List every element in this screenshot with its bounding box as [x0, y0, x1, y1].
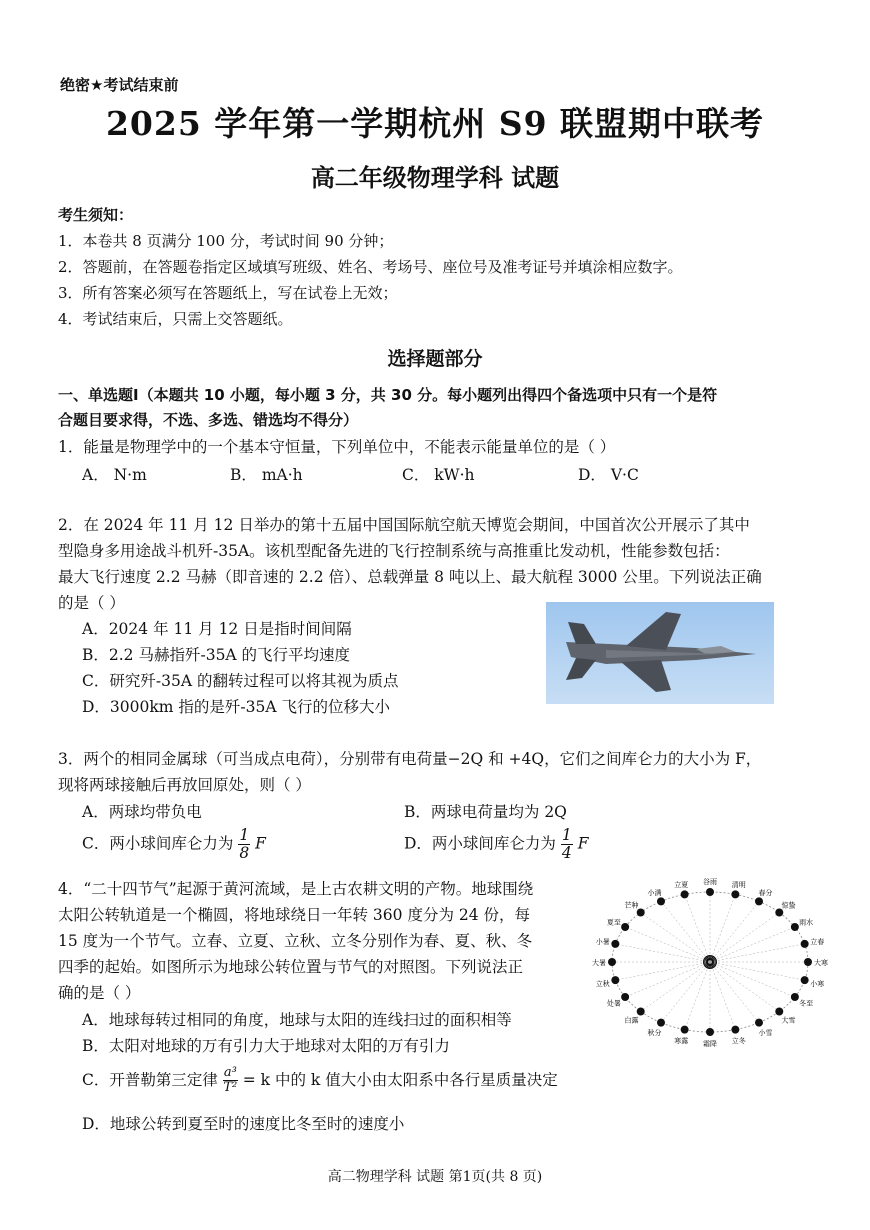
solar-term-label: 冬至 [799, 999, 814, 1008]
question-2-stem: 最大飞行速度 2.2 马赫（即音速的 2.2 倍）、总载弹量 8 吨以上、最大航程 3000 公里。下列说法正确 [58, 568, 762, 586]
exam-subtitle: 高二年级物理学科 试题 [310, 164, 560, 192]
q1-option-a: A． N·m [82, 466, 147, 484]
solar-term-label: 立春 [810, 938, 825, 947]
fraction [223, 1066, 238, 1096]
earth-position-dot [621, 923, 629, 931]
earth-position-dot [755, 897, 763, 905]
earth-position-dot [791, 923, 799, 931]
option-text: C．开普勒第三定律 [82, 1070, 218, 1089]
numerator: 1 [561, 826, 572, 844]
earth-position-dot [801, 976, 809, 984]
numerator: a³ [223, 1065, 237, 1080]
question-1-stem: 1．能量是物理学中的一个基本守恒量，下列单位中，不能表示能量单位的是（ ） [58, 438, 616, 456]
radial-line [710, 962, 779, 1011]
question-2-stem: 的是（ ） [58, 594, 125, 612]
earth-position-dot [657, 897, 665, 905]
radial-line [710, 913, 779, 962]
q1-option-d: D． V·C [578, 466, 639, 484]
solar-term-label: 寒露 [674, 1037, 689, 1046]
denominator: T² [223, 1080, 238, 1096]
q3-option-d [404, 827, 588, 862]
solar-term-label: 立秋 [595, 979, 610, 988]
earth-position-dot [657, 1019, 665, 1027]
radial-line [625, 962, 710, 997]
q1-option-c: C． kW·h [402, 466, 475, 484]
q2-option-d: D．3000km 指的是歼-35A 飞行的位移大小 [82, 698, 390, 716]
numerator: 1 [239, 826, 250, 844]
question-3-stem: 3．两个的相同金属球（可当成点电荷），分别带有电荷量−2Q 和 +4Q，它们之间库仑力的大小为 F， [58, 750, 762, 768]
solar-term-label: 立夏 [674, 880, 689, 889]
radial-line [710, 962, 795, 997]
solar-term-label: 小寒 [810, 979, 825, 988]
question-4-stem: 确的是（ ） [58, 984, 141, 1002]
force-symbol: F [577, 834, 589, 853]
solar-term-label: 惊蛰 [781, 901, 796, 910]
solar-term-label: 秋分 [647, 1029, 662, 1038]
solar-term-label: 大寒 [814, 959, 828, 967]
option-text: = k 中的 k 值大小由太阳系中各行星质量决定 [242, 1070, 558, 1089]
radial-line [685, 962, 710, 1030]
radial-line [641, 913, 710, 962]
q1-option-b: B． mA·h [230, 466, 303, 484]
earth-position-dot [791, 993, 799, 1001]
solar-term-label: 春分 [758, 888, 773, 897]
denominator: 8 [239, 844, 250, 863]
earth-position-dot [608, 958, 616, 966]
notice-heading: 考生须知： [58, 206, 134, 224]
solar-terms-orbit-diagram [590, 876, 826, 1048]
q4-option-c [82, 1066, 558, 1096]
radial-line [710, 962, 759, 1023]
solar-term-label: 雨水 [799, 918, 814, 927]
solar-term-label: 处暑 [606, 999, 621, 1008]
notice-item: 2．答题前，在答题卷指定区域填写班级、姓名、考场号、座位号及准考证号并填涂相应数字。 [58, 258, 683, 276]
question-2-stem: 2．在 2024 年 11 月 12 日举办的第十五届中国国际航空航天博览会期间，中国首次公开展示了其中 [58, 516, 750, 534]
solar-term-label: 白露 [624, 1016, 639, 1025]
q2-option-c: C．研究歼-35A 的翻转过程可以将其视为质点 [82, 672, 399, 690]
solar-term-label: 夏至 [606, 918, 621, 927]
radial-line [661, 962, 710, 1023]
q4-option-d: D．地球公转到夏至时的速度比冬至时的速度小 [82, 1115, 405, 1133]
earth-position-dot [611, 940, 619, 948]
radial-line [641, 962, 710, 1011]
fraction [561, 827, 573, 862]
question-4-stem: 四季的起始。如图所示为地球公转位置与节气的对照图。下列说法正 [58, 958, 524, 976]
solar-term-label: 芒种 [624, 901, 639, 910]
radial-line [685, 894, 710, 962]
q4-option-a: A．地球每转过相同的角度，地球与太阳的连线扫过的面积相等 [82, 1011, 512, 1029]
solar-term-label: 小暑 [595, 938, 610, 947]
q3-option-b: B．两球电荷量均为 2Q [404, 803, 567, 821]
question-4-stem: 太阳公转轨道是一个椭圆，将地球绕日一年转 360 度分为 24 份，每 [58, 906, 531, 924]
notice-item: 4．考试结束后，只需上交答题纸。 [58, 310, 293, 328]
page-footer: 高二物理学科 试题 第1页(共 8 页) [327, 1169, 543, 1185]
earth-position-dot [611, 976, 619, 984]
earth-position-dot [706, 1028, 714, 1036]
solar-term-label: 清明 [731, 880, 746, 889]
solar-term-label: 霜降 [703, 1040, 717, 1048]
option-text: D．两小球间库仑力为 [404, 834, 556, 853]
denominator: 4 [561, 844, 572, 863]
q3-option-a: A．两球均带负电 [82, 803, 202, 821]
solar-term-label: 谷雨 [703, 878, 717, 886]
q3-option-c [82, 827, 266, 862]
q2-option-a: A．2024 年 11 月 12 日是指时间间隔 [82, 620, 352, 638]
fighter-jet-photo [546, 602, 774, 704]
part-heading-cont: 合题目要求得，不选、多选、错选均不得分） [58, 411, 359, 429]
radial-line [710, 901, 759, 962]
earth-position-dot [731, 1026, 739, 1034]
solar-term-label: 小雪 [758, 1029, 773, 1038]
solar-term-label: 小满 [647, 888, 662, 897]
earth-position-dot [637, 1007, 645, 1015]
radial-line [710, 944, 805, 962]
question-4-stem: 4．“二十四节气”起源于黄河流域，是上古农耕文明的产物。地球围绕 [58, 880, 534, 898]
radial-line [710, 894, 735, 962]
q4-option-b: B．太阳对地球的万有引力大于地球对太阳的万有引力 [82, 1037, 450, 1055]
radial-line [710, 962, 805, 980]
radial-line [615, 944, 710, 962]
radial-line [615, 962, 710, 980]
radial-line [661, 901, 710, 962]
earth-position-dot [706, 888, 714, 896]
confidential-mark: 绝密★考试结束前 [60, 76, 179, 94]
earth-position-dot [775, 1007, 783, 1015]
question-3-stem: 现将两球接触后再放回原处，则（ ） [58, 776, 311, 794]
solar-term-label: 大暑 [592, 959, 606, 967]
solar-term-label: 立冬 [731, 1037, 746, 1046]
earth-position-dot [755, 1019, 763, 1027]
radial-line [710, 962, 735, 1030]
question-2-stem: 型隐身多用途战斗机歼-35A。该机型配备先进的飞行控制系统与高推重比发动机，性能参数包括： [58, 542, 730, 560]
option-text: C．两小球间库仑力为 [82, 834, 234, 853]
q2-option-b: B．2.2 马赫指歼-35A 的飞行平均速度 [82, 646, 351, 664]
earth-position-dot [681, 1026, 689, 1034]
question-4-stem: 15 度为一个节气。立春、立夏、立秋、立冬分别作为春、夏、秋、冬 [58, 932, 533, 950]
earth-position-dot [621, 993, 629, 1001]
part-heading: 一、单选题Ⅰ（本题共 10 小题，每小题 3 分，共 30 分。每小题列出得四个备选项中只有一个是符 [58, 386, 718, 404]
notice-item: 3．所有答案必须写在答题纸上，写在试卷上无效； [58, 284, 398, 302]
exam-title: 2025 学年第一学期杭州 S9 联盟期中联考 [105, 104, 765, 143]
earth-position-dot [804, 958, 812, 966]
radial-line [625, 927, 710, 962]
solar-term-label: 大雪 [781, 1016, 796, 1025]
earth-position-dot [731, 890, 739, 898]
earth-position-dot [801, 940, 809, 948]
notice-item: 1．本卷共 8 页满分 100 分，考试时间 90 分钟； [58, 232, 394, 250]
force-symbol: F [255, 834, 266, 853]
earth-position-dot [681, 890, 689, 898]
section-title: 选择题部分 [387, 348, 483, 370]
fraction [238, 827, 250, 862]
radial-line [710, 927, 795, 962]
